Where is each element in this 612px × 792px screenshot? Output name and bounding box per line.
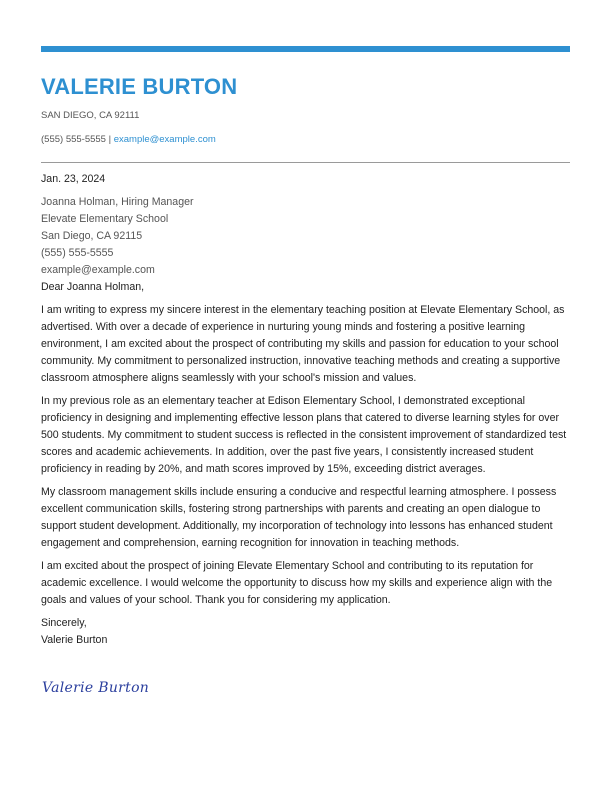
recipient-name-title: Joanna Holman, Hiring Manager (41, 196, 194, 208)
applicant-email-link[interactable]: example@example.com (113, 134, 216, 145)
header-divider (41, 162, 570, 163)
body-paragraph-2: In my previous role as an elementary teacher at Edison Elementary School, I demonstrated exceptional proficiency in designing and implementing effective lesson plans that catered to diverse learning styles for over 500 students. My commitment to student success is reflected in the consistent improvement of standardized test scores and academic achievements. In addition, over the past five years, I consistently increased student proficiency in reading by 20%, and math scores improved by 15%, exceeding district averages. (41, 395, 567, 475)
recipient-phone: (555) 555-5555 (41, 247, 114, 259)
recipient-block (41, 194, 571, 279)
letter-date: Jan. 23, 2024 (41, 173, 106, 185)
recipient-city-state-zip: San Diego, CA 92115 (41, 230, 143, 242)
applicant-contact-line (41, 134, 216, 146)
letter-body (41, 171, 571, 649)
signer-name: Valerie Burton (41, 634, 108, 646)
body-paragraph-1: I am writing to express my sincere interest in the elementary teaching position at Elevate Elementary School, as advertised. With over a decade of experience in nurturing young minds and fostering a positive learning environment, I am excited about the prospect of contributing my skills and passion for education to your school community. My commitment to personalized instruction, innovative teaching methods and creating a supportive classroom atmosphere aligns seamlessly with your school's mission and values. (41, 304, 565, 384)
applicant-phone: (555) 555-5555 (41, 134, 106, 145)
salutation: Dear Joanna Holman, (41, 281, 145, 293)
contact-separator: | (108, 134, 112, 145)
header-accent-bar (41, 46, 570, 52)
body-paragraph-3: My classroom management skills include ensuring a conducive and respectful learning atmosphere. I possess excellent communication skills, fostering strong partnerships with parents and creating an open dialogue to support student development. Additionally, my incorporation of technology into lessons has enhanced student engagement and comprehension, earning recognition for innovation in teaching methods. (41, 486, 557, 549)
body-paragraph-4: I am excited about the prospect of joining Elevate Elementary School and contributing to its reputation for academic excellence. I would welcome the opportunity to discuss how my skills and experience align with the goals and values of your school. Thank you for considering my application. (41, 560, 553, 606)
applicant-address: SAN DIEGO, CA 92111 (41, 110, 140, 121)
recipient-email: example@example.com (41, 264, 155, 276)
recipient-organization: Elevate Elementary School (41, 213, 169, 225)
closing: Sincerely, (41, 617, 87, 629)
handwritten-signature: Valerie Burton (42, 680, 150, 696)
applicant-name: VALERIE BURTON (41, 74, 238, 99)
